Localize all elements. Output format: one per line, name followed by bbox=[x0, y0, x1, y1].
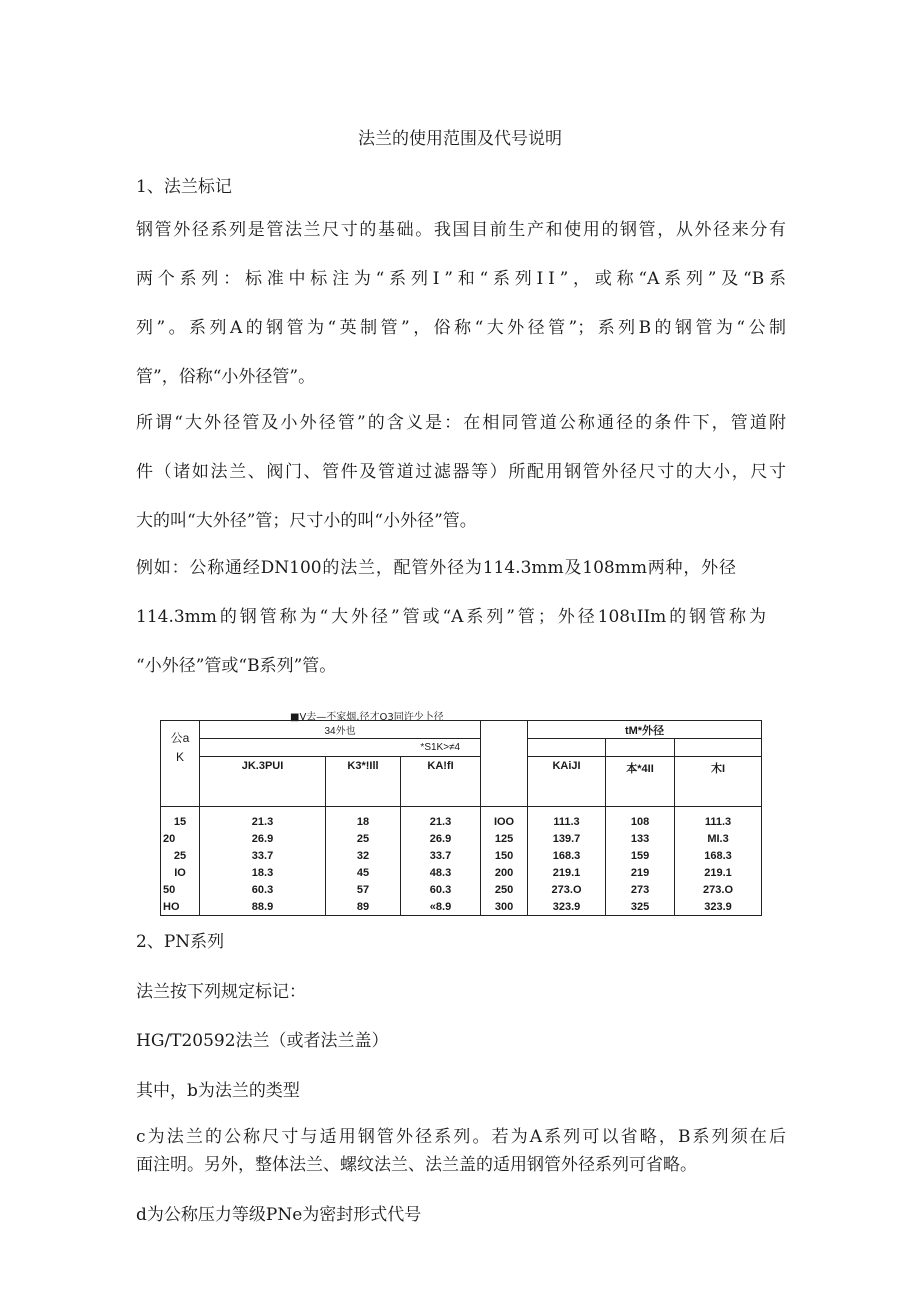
table-cell: 273 bbox=[606, 881, 675, 898]
table-row bbox=[161, 807, 762, 831]
table-cell: 60.3 bbox=[401, 881, 481, 898]
spacer-header-cell bbox=[481, 721, 528, 807]
table-cell: 21.3 bbox=[401, 807, 481, 831]
table-cell: 219 bbox=[606, 864, 675, 881]
table-cell: 108 bbox=[606, 807, 675, 831]
paragraph-line: c为法兰的公称尺寸与适用钢管外径系列。若为A系列可以省略，B系列须在后 bbox=[136, 1127, 786, 1147]
table-cell: 111.3 bbox=[675, 807, 762, 831]
pressure-class-text: d为公称压力等级PNe为密封形式代号 bbox=[136, 1205, 422, 1225]
subheader-empty bbox=[200, 739, 401, 757]
table-cell: 32 bbox=[326, 847, 401, 864]
column-header: K3*!Ill bbox=[326, 757, 401, 807]
table-row bbox=[161, 864, 762, 881]
table-cell: 325 bbox=[606, 898, 675, 916]
table-cell: 219.1 bbox=[528, 864, 606, 881]
table-cell: 323.9 bbox=[528, 898, 606, 916]
table-cell: MI.3 bbox=[675, 830, 762, 847]
paragraph-line: 大的叫“大外径”管；尺寸小的叫“小外径”管。 bbox=[136, 511, 477, 531]
marking-rule-text: 法兰按下列规定标记： bbox=[136, 982, 306, 1002]
paragraph-line: 两个系列：标准中标注为“系列Ⅰ”和“系列ⅠⅠ”，或称“A系列”及“B系 bbox=[136, 269, 786, 289]
table-row bbox=[161, 847, 762, 864]
table-cell: 25 bbox=[161, 847, 200, 864]
table-cell: 18.3 bbox=[200, 864, 326, 881]
paragraph-line: 列”。系列A的钢管为“英制管”，俗称“大外径管”；系列B的钢管为“公制 bbox=[136, 318, 786, 338]
table-cell: 250 bbox=[481, 881, 528, 898]
table-cell: 33.7 bbox=[401, 847, 481, 864]
table-cell: 168.3 bbox=[528, 847, 606, 864]
paragraph-line: “小外径”管或“B系列”管。 bbox=[136, 656, 337, 676]
section1-heading: 1、法兰标记 bbox=[136, 177, 232, 197]
table-cell: 133 bbox=[606, 830, 675, 847]
dn-header-line1: 公a bbox=[170, 731, 190, 745]
paragraph-large-small-od bbox=[136, 399, 786, 546]
table-row bbox=[161, 898, 762, 916]
paragraph-line: 所谓“大外径管及小外径管”的含义是：在相同管道公称通径的条件下，管道附 bbox=[136, 413, 786, 433]
table-cell: 323.9 bbox=[675, 898, 762, 916]
table-row bbox=[161, 881, 762, 898]
column-header: JK.3PUI bbox=[200, 757, 326, 807]
table-cell: 26.9 bbox=[401, 830, 481, 847]
table-cell: 26.9 bbox=[200, 830, 326, 847]
table-cell: 111.3 bbox=[528, 807, 606, 831]
table-cell: 139.7 bbox=[528, 830, 606, 847]
table-body bbox=[161, 807, 762, 916]
table-cell: 89 bbox=[326, 898, 401, 916]
table-cell: 15 bbox=[161, 807, 200, 831]
paragraph-example bbox=[136, 544, 766, 691]
table-cell: 200 bbox=[481, 864, 528, 881]
table-cell: 21.3 bbox=[200, 807, 326, 831]
dn-header-line2: K bbox=[175, 750, 184, 764]
marking-example-text: HG/T20592法兰（或者法兰盖） bbox=[136, 1031, 389, 1051]
dn-header-cell bbox=[161, 721, 200, 807]
table-cell: 33.7 bbox=[200, 847, 326, 864]
subheader-empty bbox=[528, 739, 606, 757]
table-cell: 125 bbox=[481, 830, 528, 847]
paragraph-line: 件（诸如法兰、阀门、管件及管道过滤器等）所配用钢管外径尺寸的大小，尺寸 bbox=[136, 462, 786, 482]
table-cell: 150 bbox=[481, 847, 528, 864]
type-b-text: 其中，b为法兰的类型 bbox=[136, 1081, 300, 1101]
group-header-left: 34外也 bbox=[200, 721, 481, 739]
table-cell: 273.O bbox=[675, 881, 762, 898]
group-header-right: tM*外径 bbox=[528, 721, 762, 739]
table-cell: 300 bbox=[481, 898, 528, 916]
table-cell: 57 bbox=[326, 881, 401, 898]
paragraph-line: 面注明。另外，整体法兰、螺纹法兰、法兰盖的适用钢管外径系列可省略。 bbox=[136, 1155, 697, 1175]
column-header: 木I bbox=[675, 757, 762, 807]
table-cell: 18 bbox=[326, 807, 401, 831]
subheader-empty bbox=[606, 739, 675, 757]
paragraph-c-description bbox=[136, 1123, 786, 1179]
table-cell: 25 bbox=[326, 830, 401, 847]
table-cell: 20 bbox=[161, 830, 200, 847]
table-cell: 48.3 bbox=[401, 864, 481, 881]
section2-heading: 2、PN系列 bbox=[136, 932, 225, 952]
table-row bbox=[161, 830, 762, 847]
table-cell: HO bbox=[161, 898, 200, 916]
column-header: KA!fI bbox=[401, 757, 481, 807]
table-cell: 60.3 bbox=[200, 881, 326, 898]
page-title: 法兰的使用范围及代号说明 bbox=[358, 129, 562, 149]
paragraph-line: 例如：公称通经DN100的法兰，配管外径为114.3mm及108mm两种，外径 bbox=[136, 558, 736, 578]
table-cell: IO bbox=[161, 864, 200, 881]
table-cell: 159 bbox=[606, 847, 675, 864]
table-cell: 168.3 bbox=[675, 847, 762, 864]
paragraph-line: 114.3mm的钢管称为“大外径”管或“A系列”管；外径108ιIIm的钢管称为 bbox=[136, 607, 766, 627]
table-cell: 45 bbox=[326, 864, 401, 881]
table-cell: 88.9 bbox=[200, 898, 326, 916]
subheader-left: *S1K>≠4 bbox=[401, 739, 481, 757]
table-cell: 50 bbox=[161, 881, 200, 898]
table-cell: IOO bbox=[481, 807, 528, 831]
column-header: KAiJI bbox=[528, 757, 606, 807]
pipe-od-table bbox=[160, 720, 762, 916]
table-cell: 273.O bbox=[528, 881, 606, 898]
table-cell: 219.1 bbox=[675, 864, 762, 881]
paragraph-line: 钢管外径系列是管法兰尺寸的基础。我国目前生产和使用的钢管，从外径来分有 bbox=[136, 220, 786, 240]
paragraph-line: 管”，俗称“小外径管”。 bbox=[136, 367, 316, 387]
subheader-empty bbox=[675, 739, 762, 757]
table-cell: «8.9 bbox=[401, 898, 481, 916]
column-header: 本*4II bbox=[606, 757, 675, 807]
table-caption: ■V去—不家烟,径才O3同许少卜径 bbox=[290, 712, 444, 723]
paragraph-steel-pipe-series bbox=[136, 206, 786, 402]
